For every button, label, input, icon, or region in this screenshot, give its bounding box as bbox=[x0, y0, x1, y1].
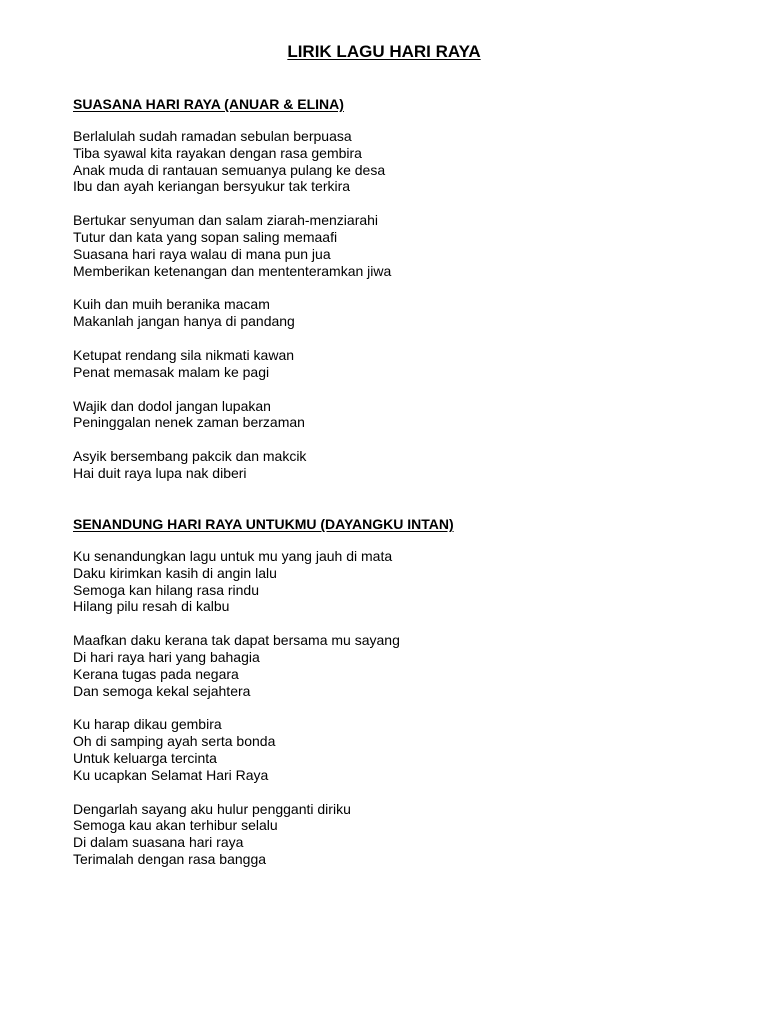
page-title: LIRIK LAGU HARI RAYA bbox=[287, 42, 481, 61]
stanza bbox=[73, 128, 713, 195]
song-section-senandung-hari-raya bbox=[73, 516, 713, 885]
lyric-line: Oh di samping ayah serta bonda bbox=[73, 733, 276, 750]
stanza bbox=[73, 448, 713, 482]
lyric-line: Tutur dan kata yang sopan saling memaafi bbox=[73, 228, 338, 245]
lyric-line: Ku senandungkan lagu untuk mu yang jauh di mata bbox=[73, 548, 393, 564]
stanza bbox=[73, 296, 713, 330]
lyric-line: Ku harap dikau gembira bbox=[73, 716, 222, 733]
lyric-line: Peninggalan nenek zaman berzaman bbox=[73, 414, 305, 431]
lyric-line: Bertukar senyuman dan salam ziarah-menziarahi bbox=[73, 212, 379, 229]
lyric-line: Kuih dan muih beranika macam bbox=[73, 296, 270, 313]
stanza bbox=[73, 212, 713, 279]
lyric-line: Kerana tugas pada negara bbox=[73, 665, 239, 682]
stanza bbox=[73, 548, 713, 615]
lyric-line: Ketupat rendang sila nikmati kawan bbox=[73, 346, 295, 363]
lyric-line: Maafkan daku kerana tak dapat bersama mu sayang bbox=[73, 632, 400, 649]
lyric-line: Hai duit raya lupa nak diberi bbox=[73, 464, 247, 481]
lyric-line: Di hari raya hari yang bahagia bbox=[73, 648, 260, 665]
lyric-line: Tiba syawal kita rayakan dengan rasa gembira bbox=[73, 144, 362, 161]
lyric-line: Makanlah jangan hanya di pandang bbox=[73, 313, 295, 330]
song-section-suasana-hari-raya bbox=[73, 96, 713, 499]
lyric-line: Hilang pilu resah di kalbu bbox=[73, 598, 230, 615]
lyric-line: Semoga kau akan terhibur selalu bbox=[73, 817, 278, 834]
lyric-line: Dengarlah sayang aku hulur pengganti diriku bbox=[73, 800, 351, 817]
stanza bbox=[73, 801, 713, 868]
lyric-line: Memberikan ketenangan dan mententeramkan jiwa bbox=[73, 262, 392, 279]
lyric-line: Ku ucapkan Selamat Hari Raya bbox=[73, 766, 269, 783]
lyric-line: Penat memasak malam ke pagi bbox=[73, 363, 270, 380]
lyric-line: Semoga kan hilang rasa rindu bbox=[73, 581, 260, 598]
stanza bbox=[73, 632, 713, 699]
lyric-line: Berlalulah sudah ramadan sebulan berpuasa bbox=[73, 128, 352, 144]
lyric-line: Dan semoga kekal sejahtera bbox=[73, 682, 251, 699]
lyric-line: Ibu dan ayah keriangan bersyukur tak terkira bbox=[73, 178, 351, 195]
lyric-line: Daku kirimkan kasih di angin lalu bbox=[73, 564, 277, 581]
song-title: SENANDUNG HARI RAYA UNTUKMU (DAYANGKU INTAN) bbox=[73, 516, 454, 532]
lyric-line: Untuk keluarga tercinta bbox=[73, 749, 217, 766]
song-title: SUASANA HARI RAYA (ANUAR & ELINA) bbox=[73, 96, 344, 112]
lyric-line: Wajik dan dodol jangan lupakan bbox=[73, 397, 271, 414]
stanza bbox=[73, 347, 713, 381]
stanza bbox=[73, 398, 713, 432]
stanza bbox=[73, 716, 713, 783]
lyric-line: Anak muda di rantauan semuanya pulang ke desa bbox=[73, 161, 386, 178]
lyric-line: Suasana hari raya walau di mana pun jua bbox=[73, 245, 331, 262]
lyric-line: Terimalah dengan rasa bangga bbox=[73, 850, 267, 867]
lyric-line: Di dalam suasana hari raya bbox=[73, 834, 244, 851]
lyric-line: Asyik bersembang pakcik dan makcik bbox=[73, 448, 307, 465]
